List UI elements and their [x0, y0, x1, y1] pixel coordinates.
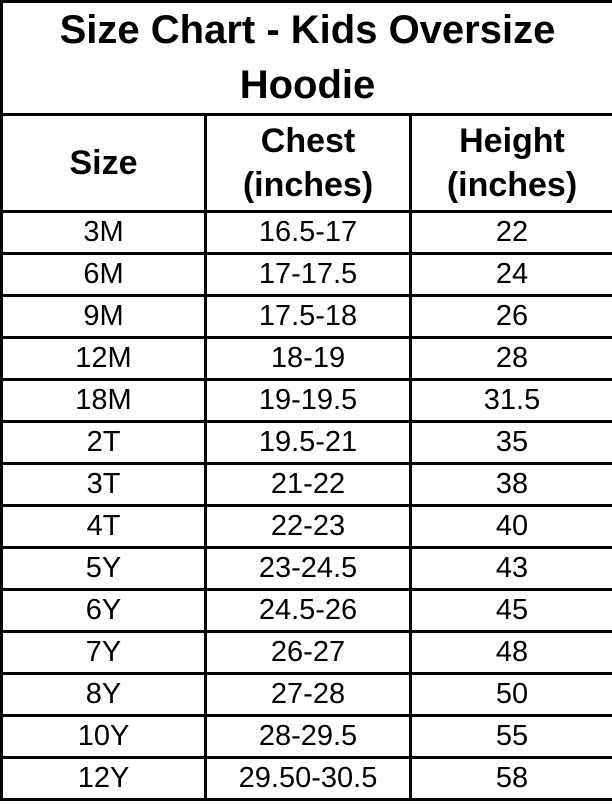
- size-cell: 2T: [2, 422, 206, 464]
- chest-cell: 26-27: [206, 632, 411, 674]
- table-row: [2, 758, 612, 800]
- table-row: [2, 548, 612, 590]
- table-row: [2, 296, 612, 338]
- size-cell: 8Y: [2, 674, 206, 716]
- chest-cell: 27-28: [206, 674, 411, 716]
- height-cell: 45: [411, 590, 612, 632]
- chest-cell: 24.5-26: [206, 590, 411, 632]
- size-cell: 5Y: [2, 548, 206, 590]
- title-row: [2, 2, 612, 115]
- height-cell: 40: [411, 506, 612, 548]
- chest-cell: 18-19: [206, 338, 411, 380]
- chest-cell: 17.5-18: [206, 296, 411, 338]
- height-cell: 28: [411, 338, 612, 380]
- chest-cell: 16.5-17: [206, 212, 411, 254]
- chest-cell: 19.5-21: [206, 422, 411, 464]
- column-header-chest: Chest (inches): [206, 115, 411, 212]
- size-cell: 7Y: [2, 632, 206, 674]
- size-cell: 18M: [2, 380, 206, 422]
- height-cell: 35: [411, 422, 612, 464]
- height-cell: 22: [411, 212, 612, 254]
- table-row: [2, 716, 612, 758]
- chest-cell: 23-24.5: [206, 548, 411, 590]
- table-row: [2, 380, 612, 422]
- size-cell: 4T: [2, 506, 206, 548]
- size-cell: 9M: [2, 296, 206, 338]
- size-cell: 12Y: [2, 758, 206, 800]
- height-cell: 26: [411, 296, 612, 338]
- size-cell: 10Y: [2, 716, 206, 758]
- size-cell: 12M: [2, 338, 206, 380]
- table-row: [2, 590, 612, 632]
- size-cell: 6Y: [2, 590, 206, 632]
- height-cell: 55: [411, 716, 612, 758]
- column-header-height: Height (inches): [411, 115, 612, 212]
- chest-cell: 19-19.5: [206, 380, 411, 422]
- height-cell: 38: [411, 464, 612, 506]
- page-title: Size Chart - Kids Oversize Hoodie: [2, 2, 612, 115]
- size-chart-head: [2, 2, 612, 212]
- table-row: [2, 506, 612, 548]
- chest-cell: 29.50-30.5: [206, 758, 411, 800]
- column-header-size: Size: [2, 115, 206, 212]
- table-row: [2, 254, 612, 296]
- height-cell: 24: [411, 254, 612, 296]
- size-chart-body: [2, 212, 612, 800]
- table-row: [2, 422, 612, 464]
- chest-cell: 17-17.5: [206, 254, 411, 296]
- height-cell: 48: [411, 632, 612, 674]
- chest-cell: 22-23: [206, 506, 411, 548]
- height-cell: 50: [411, 674, 612, 716]
- size-cell: 3T: [2, 464, 206, 506]
- header-row: [2, 115, 612, 212]
- chest-cell: 21-22: [206, 464, 411, 506]
- table-row: [2, 338, 612, 380]
- height-cell: 31.5: [411, 380, 612, 422]
- table-row: [2, 632, 612, 674]
- table-row: [2, 674, 612, 716]
- table-row: [2, 212, 612, 254]
- size-cell: 3M: [2, 212, 206, 254]
- height-cell: 43: [411, 548, 612, 590]
- chest-cell: 28-29.5: [206, 716, 411, 758]
- height-cell: 58: [411, 758, 612, 800]
- size-cell: 6M: [2, 254, 206, 296]
- table-row: [2, 464, 612, 506]
